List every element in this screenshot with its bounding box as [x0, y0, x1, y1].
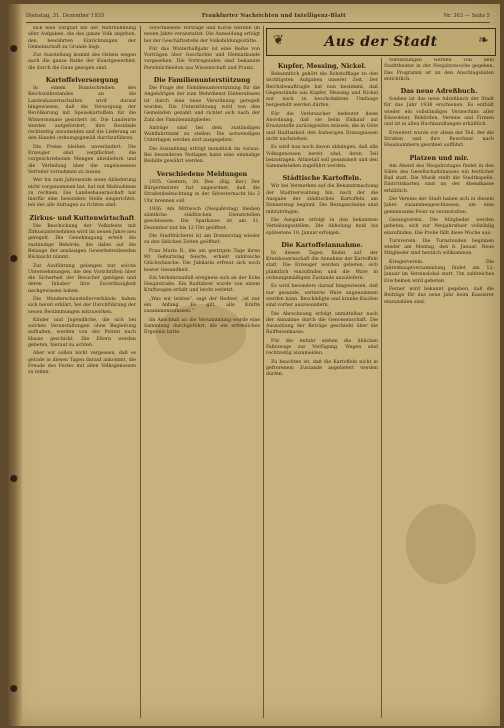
article-paragraph: Bekanntlich gehört die Rohstofflage zu den wichtigsten Aufgaben unserer Zeit. Der Reichsbeauftragte hat nun bestimmt, daß Gegenstände aus Kupfer, Messing und Nickel nur noch in beschränktem Umfange hergestellt werden dürfen.	[266, 72, 378, 109]
page-header	[26, 10, 490, 23]
column-3	[266, 58, 378, 718]
article-paragraph: Turnverein. Die Turnstunden beginnen wieder am Montag, den 6. Januar. Neue Mitglieder sind herzlich willkommen.	[384, 238, 494, 257]
article-heading: Kupfer, Messing, Nickel.	[277, 62, 367, 70]
section-banner	[266, 28, 496, 56]
article-paragraph: Anträge sind bei dem zuständigen Wohlfahrtsamt zu stellen. Die notwendigen Unterlagen werden dort ausgegeben.	[144, 125, 260, 144]
article-paragraph: Vorstellungen werden von dem Stadttheater in der Neujahrswoche gegeben. Das Programm ist an den Anschlagsäulen ersichtlich.	[384, 58, 494, 82]
newspaper-page	[6, 4, 500, 726]
article-heading: Zirkus- und Kuttenwirtschaft	[29, 213, 135, 222]
article-paragraph: sich eine Sorgfalt bei der Wahrnehmung aller Aufgaben, die das ganze Volk angehen, den bewährten Einrichtungen der Gemeinschaft zu Grunde liegt.	[28, 26, 136, 50]
article-paragraph: Es wird nun noch davon abhängen, daß alle Volksgenossen bereit sind, ihren Teil beizutragen. Altmetall soll gesammelt und den Sammelstellen zugeführt werden.	[266, 145, 378, 170]
article-paragraph: Kriegerverein. Die Jahreshauptversammlung findet am 12. Januar im Vereinslokal statt. Um zahlreiches Erscheinen wird gebeten.	[384, 259, 494, 284]
binding-hole	[9, 474, 18, 483]
article-paragraph: Im Anschluß an die Versammlung wurde eine Sammlung durchgeführt, die ein erfreuliches Ergebnis hatte.	[144, 317, 260, 336]
article-paragraph: Die Beschickung der Volksfeste mit Zirkusunternehmen wird im neuen Jahre neu geregelt. Die Genehmigung erteilt die zuständige Behörde, die dabei auf die Belange der ansässigen Gewerbetreibenden Rücksicht nimmt.	[28, 223, 136, 261]
article-paragraph: Zur Ausführung gelangen nur solche Unternehmungen, die den Vorschriften über die Sicherheit der Besucher genügen und deren Inhaber ihre Zuverlässigkeit nachgewiesen haben.	[28, 263, 136, 294]
article-paragraph: Am Abend des Neujahrstages findet in den Sälen des Gesellschaftshauses ein festlicher Ball statt. Die Musik stellt die Stadtkapelle. Eintrittskarten sind an der Abendkasse erhältlich.	[384, 163, 494, 194]
article-paragraph: Aber wir sollen nicht vergessen, daß es gerade in diesen Tagen darauf ankommt, die Freude des Festes mit allen Volksgenossen zu teilen.	[28, 351, 136, 376]
article-paragraph: 1935. Gestern, 30. Dez. (Eig. Ber.) Der Bürgermeister hat angeordnet, daß die Straßenbeleuchtung in der Silvesternacht bis 2 Uhr brennen soll.	[144, 179, 260, 204]
newspaper-title: Frankfurter Nachrichten und Intelligenz-Blatt	[201, 13, 346, 19]
header-date: Dienstag, 31. Dezember 1935	[26, 13, 105, 19]
article-paragraph: Wir bei Vermerken auf die Bekanntmachung der Stadtverwaltung hin, nach der die Ausgabe der städtischen Kartoffeln am Donnerstag beginnt. Die Bezugsscheine sind mitzubringen.	[266, 184, 378, 215]
article-paragraph: Gesangverein. Die Mitglieder werden gebeten, sich zur Neujahrsfeier vollzählig einzufinden. Die Probe fällt diese Woche aus.	[384, 217, 494, 236]
article-paragraph: Soeben ist das neue Adreßbuch der Stadt für das Jahr 1936 erschienen. Es enthält wieder ein vollständiges Verzeichnis aller Einwohner, Behörden, Vereine und Firmen und ist in allen Buchhandlungen erhältlich.	[384, 97, 494, 128]
column-rule	[263, 26, 264, 718]
article-paragraph: Die Preise bleiben unverändert. Die Erzeuger sind verpflichtet, die vorgeschriebenen Mengen abzuliefern und die Verteilung über die zugelassenen Verteiler vornehmen zu lassen.	[28, 144, 136, 175]
article-paragraph: 1936. Am Mittwoch (Neujahrstag) bleiben sämtliche städtischen Dienststellen geschlossen. Die Sparkasse ist am 31. Dezember nur bis 12 Uhr geöffnet.	[144, 206, 260, 231]
binding-hole	[9, 254, 18, 263]
article-paragraph: Ein Verkehrsunfall ereignete sich an der Ecke Hauptstraße. Ein Radfahrer wurde von einem Kraftwagen erfaßt und leicht verletzt.	[144, 275, 260, 294]
article-paragraph: Verschiedene Vorträge und Kurse werden im neuen Jahre veranstaltet. Die Anmeldung erfolgt bei der Geschäftsstelle der Volksbildungsstätte.	[144, 26, 260, 44]
article-paragraph: Erweitert wurde vor allem der Teil, der die Straßen und ihre Bewohner nach Hausnummern geordnet aufführt.	[384, 130, 494, 149]
ornament-left-icon: ❦	[273, 33, 284, 48]
section-title: Aus der Stadt	[324, 34, 438, 50]
article-paragraph: Die Vereine der Stadt haben sich in diesem Jahre zusammengeschlossen, um eine gemeinsame Feier zu veranstalten.	[384, 197, 494, 215]
article-heading: Verschiedene Meldungen	[156, 169, 248, 178]
article-paragraph: Für die Verbraucher bedeutet diese Anordnung, daß sie beim Einkauf auf Ersatzstoffe zurückgreifen müssen, die in Güte und Haltbarkeit den bisherigen Erzeugnissen nicht nachstehen.	[266, 111, 378, 142]
article-paragraph: Es wird besonders darauf hingewiesen, daß nur gesunde, sortierte Ware angenommen werden kann. Beschädigte und kranke Knollen sind vorher auszusondern.	[266, 284, 378, 309]
article-paragraph: „Was wir leisten“, sagt der Redner, „ist nur ein Anfang. Es gilt, alle Kräfte zusammenzufassen.“	[144, 296, 260, 315]
article-paragraph: Ferner wird bekannt gegeben, daß die Beiträge für das neue Jahr beim Kassierer einzuzahlen sind.	[384, 286, 494, 305]
binding-spine	[6, 4, 22, 726]
article-heading: Die Kartoffelannahme.	[281, 240, 363, 249]
article-paragraph: Zu beachten ist, daß die Kartoffeln nicht in gefrorenem Zustande angeliefert werden dürfen.	[266, 359, 378, 378]
article-paragraph: Für die Anfuhr stehen die üblichen Fahrzeuge zur Verfügung. Wagen sind rechtzeitig anzumelden.	[266, 338, 378, 357]
ornament-right-icon: ❧	[478, 33, 489, 48]
article-paragraph: Für das Winterhalbjahr ist eine Reihe von Vorträgen über Geschichte und Heimatkunde vorgesehen. Die Vortragenden sind bekannte Persönlichkeiten aus Wissenschaft und Praxis.	[144, 46, 260, 71]
column-2	[144, 26, 260, 718]
header-issue: Nr. 363 — Seite 5	[443, 13, 490, 19]
article-paragraph: Die Wanderschaustellerverbände haben sich bereit erklärt, bei der Durchführung der neuen Bestimmungen mitzuwirken.	[28, 296, 136, 315]
article-paragraph: In einem Rundschreiben des Reichsnährstandes an die Landesbauernschaften wird darauf hingewiesen, daß die Versorgung der Bevölkerung mit Speisekartoffeln für die Wintermonate gesichert ist. Die Landwirte werden aufgefordert, ihre Bestände rechtzeitig anzumelden und die Lieferung an den Handel ordnungsgemäß durchzuführen.	[28, 86, 136, 142]
article-heading: Die Familienunterstützung	[153, 76, 251, 85]
article-heading: Städtische Kartoffeln.	[282, 174, 362, 183]
article-heading: Kartoffelversorgung	[45, 76, 119, 85]
article-paragraph: Die Abrechnung erfolgt unmittelbar nach der Annahme durch die Genossenschaft. Die Auszahlung der Beträge geschieht über die Raiffeisenkasse.	[266, 311, 378, 336]
article-paragraph: In diesen Tagen findet auf der Kreisbauernschaft die Annahme der Kartoffeln statt. Die Erzeuger werden gebeten, sich pünktlich einzufinden und die Ware in ordnungsmäßigem Zustande anzuliefern.	[266, 250, 378, 282]
binding-hole	[9, 44, 18, 53]
column-rule	[140, 26, 141, 718]
article-paragraph: Frau Marie R., die am gestrigen Tage ihren 90. Geburtstag feierte, erhielt zahlreiche Glückwünsche. Die Jubilarin erfreut sich noch bester Gesundheit.	[144, 248, 260, 273]
column-rule	[381, 58, 382, 718]
article-heading: Platzen und mir.	[409, 153, 469, 162]
column-1	[28, 26, 136, 718]
article-paragraph: Die Stadtbücherei ist am Donnerstag wieder zu den üblichen Zeiten geöffnet.	[144, 234, 260, 246]
article-paragraph: Die Auszahlung erfolgt monatlich im voraus. Bei besonderen Notlagen kann eine einmalige Beihilfe gewährt werden.	[144, 146, 260, 165]
article-heading: Das neue Adreßbuch.	[400, 87, 478, 96]
article-paragraph: Die Frage der Familienunterstützung für die Angehörigen der zum Wehrdienst Einberufenen ist durch eine neue Verordnung geregelt worden. Die Unterstützung wird von den Gemeinden gezahlt und richtet sich nach der Zahl der Familienmitglieder.	[144, 86, 260, 123]
article-paragraph: Kinder und Jugendliche, die sich bei solchen Veranstaltungen ohne Begleitung aufhalten, werden von der Polizei nach Hause geschickt. Die Eltern werden gebeten, hierauf zu achten.	[28, 317, 136, 349]
article-paragraph: Zur Ausstellung kommt des Ostens wegen auch die ganze Reihe der Kunstgewerbler, die durch die Gaue gezogen sind.	[28, 53, 136, 71]
binding-hole	[9, 684, 18, 693]
column-4	[384, 58, 494, 718]
article-paragraph: Wer bis zum Jahresende seine Ablieferung nicht vorgenommen hat, hat mit Maßnahmen zu rechnen. Die Landesbauernschaft hat hierfür eine besondere Stelle eingerichtet, bei der alle Anfragen zu richten sind.	[28, 178, 136, 209]
article-paragraph: Die Ausgabe erfolgt in den bekannten Verteilungsstellen. Die Abholung muß bis spätestens 10. Januar erfolgen.	[266, 217, 378, 236]
